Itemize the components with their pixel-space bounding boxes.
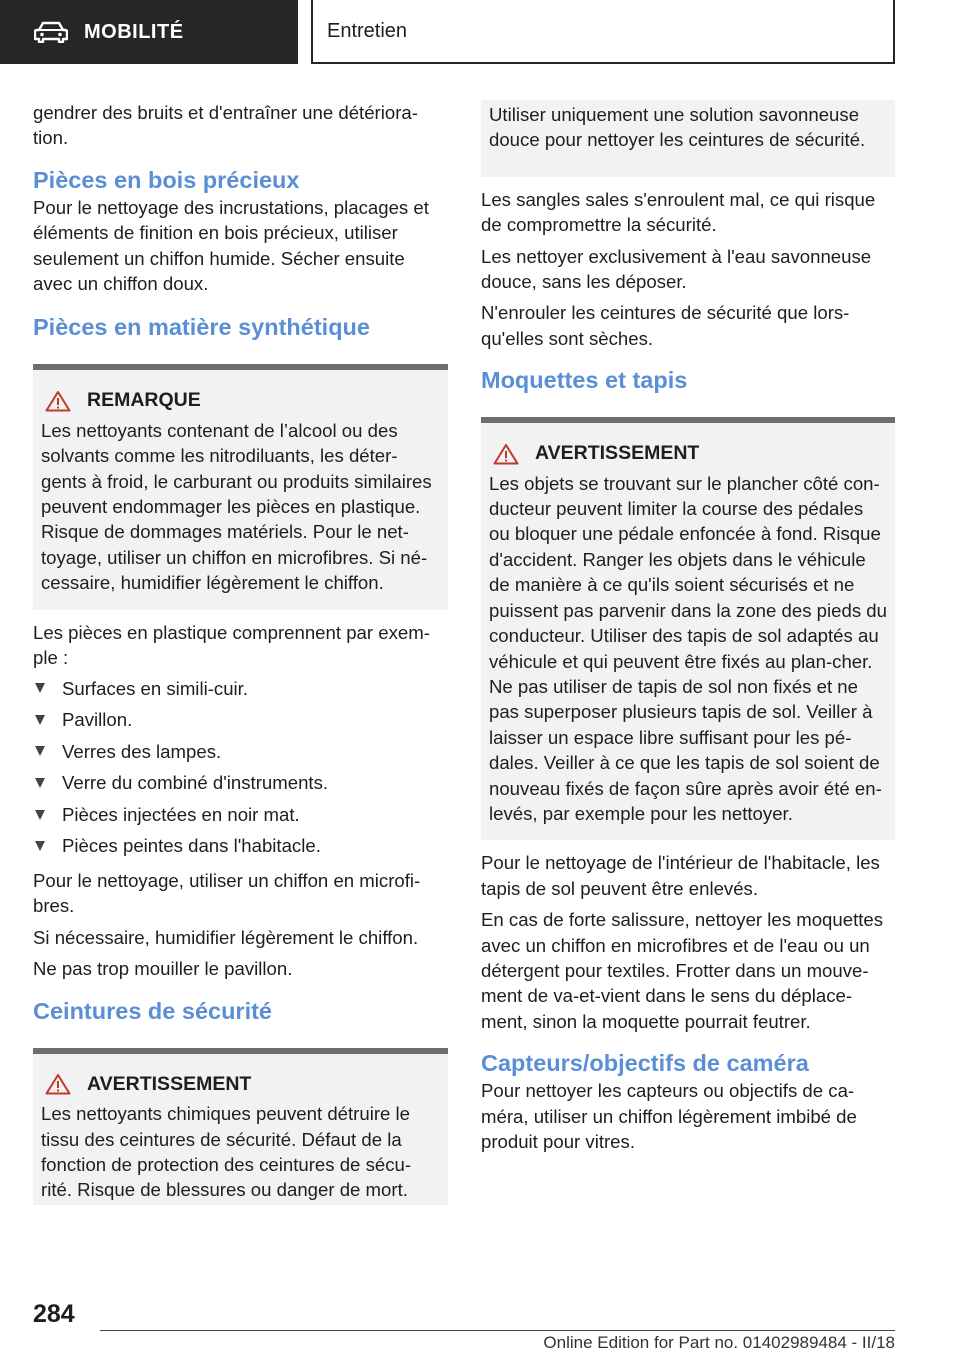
carpet-warning-box bbox=[481, 417, 895, 840]
notice-text: Les nettoyants contenant de l’alcool ou des solvants comme les nitrodiluants, les déter-gents à froid, le carburant ou produits similaires peuvent endommager les pièces en plastique. Risque de dommages matériels. Pour le net-toyage, utiliser un chiffon en microfibres. Si né-cessaire, humidifier légèrement le chiffon. bbox=[41, 419, 432, 594]
carpet-heading: Moquettes et tapis bbox=[481, 367, 688, 394]
bullet-triangle-icon bbox=[35, 778, 45, 788]
left-column bbox=[33, 100, 448, 1205]
warning-text: Les nettoyants chimiques peuvent détruire le tissu des ceintures de sécurité. Défaut de la fonction de protection des ceintures de sécu-rité. Risque de blessures ou danger de mort. bbox=[41, 1103, 412, 1201]
bullet-triangle-icon bbox=[35, 683, 45, 693]
list-item: Verre du combiné d'instruments. bbox=[33, 767, 448, 799]
belts-p3: N'enrouler les ceintures de sécurité que lors-qu'elles sont sèches. bbox=[481, 302, 850, 349]
edition-text: Online Edition for Part no. 01402989484 - II/18 bbox=[543, 1333, 895, 1352]
bullet-triangle-icon bbox=[35, 746, 45, 756]
belts-warning-box bbox=[33, 1048, 448, 1205]
cleaning-text: Pour le nettoyage, utiliser un chiffon en microfi-bres. bbox=[33, 870, 421, 917]
warning-icon bbox=[493, 443, 519, 465]
bullet-triangle-icon bbox=[35, 810, 45, 820]
list-item: Surfaces en simili-cuir. bbox=[33, 673, 448, 705]
warning-icon bbox=[45, 390, 71, 412]
section-label: MOBILITÉ bbox=[84, 20, 184, 43]
list-item: Pavillon. bbox=[33, 704, 448, 736]
synthetic-notice-box bbox=[33, 364, 448, 609]
belts-p2: Les nettoyer exclusivement à l'eau savonneuse douce, sans les déposer. bbox=[481, 245, 872, 293]
synthetic-heading: Pièces en matière synthétique bbox=[33, 314, 370, 341]
notice-title: REMARQUE bbox=[87, 389, 201, 412]
list-item: Pièces injectées en noir mat. bbox=[33, 799, 448, 831]
chapter-label: Entretien bbox=[327, 19, 408, 42]
carpet-p4: Pour le nettoyage de l'intérieur de l'habitacle, les tapis de sol peuvent être enlevés. bbox=[481, 852, 880, 899]
warning-icon bbox=[45, 1073, 71, 1095]
warning-title: AVERTISSEMENT bbox=[87, 1072, 252, 1095]
page-number: 284 bbox=[33, 1300, 75, 1328]
humid-text: Si nécessaire, humidifier légèrement le chiffon. bbox=[33, 926, 419, 948]
carpet-p5: En cas de forte salissure, nettoyer les moquettes avec un chiffon en microfibres et de l'eau ou un détergent pour textiles. Frotter dans un mouve-ment de va-et-vient dans le sens du déplace-ment, sinon la moquette pourrait feutrer. bbox=[481, 909, 884, 1032]
belts-heading: Ceintures de sécurité bbox=[33, 997, 273, 1024]
camera-heading: Capteurs/objectifs de caméra bbox=[481, 1050, 809, 1077]
list-item: Verres des lampes. bbox=[33, 736, 448, 768]
warning-title: AVERTISSEMENT bbox=[535, 442, 700, 465]
right-column bbox=[481, 100, 895, 1160]
intro-text: gendrer des bruits et d'entraîner une détériora-tion. bbox=[33, 102, 418, 149]
camera-text: Pour nettoyer les capteurs ou objectifs de ca-méra, utiliser un chiffon légèrement imbibé de produit pour vitres. bbox=[481, 1080, 857, 1152]
chapter-tab bbox=[311, 0, 895, 64]
list-item: Pièces peintes dans l'habitacle. bbox=[33, 830, 448, 862]
roof-text: Ne pas trop mouiller le pavillon. bbox=[33, 958, 293, 980]
plastic-intro: Les pièces en plastique comprennent par exem-ple : bbox=[33, 621, 430, 669]
car-icon bbox=[34, 21, 68, 43]
wood-text: Pour le nettoyage des incrustations, placages et éléments de finition en bois précieux, utiliser seulement un chiffon humide. Sécher ensuite avec un chiffon doux. bbox=[33, 196, 429, 295]
belts-p1: Les sangles sales s'enroulent mal, ce qui risque de compromettre la sécurité. bbox=[481, 188, 876, 236]
plastic-list bbox=[33, 673, 448, 863]
warning-text: Les objets se trouvant sur le plancher côté con-ducteur peuvent limiter la course des pédales ou bloquer une pédale enfoncée à fond. Risque d'accident. Ranger les objets dans le véhicule de manière à ce qu'ils soient sécurisés et ne puissent pas parvenir dans la zone des pieds du conducteur. Utiliser des tapis de sol adaptés au véhicule et qui peuvent être fixés au plan-cher. Ne pas utiliser de tapis de sol non fixés et ne pas superposer plusieurs tapis de sol. Veiller à laisser un espace libre suffisant pour les pé-dales. Veiller à ce que les tapis de sol soient de nouveau fixés de façon sûre après avoir été en-levés, par exemple pour les nettoyer. bbox=[489, 472, 887, 824]
section-tab bbox=[0, 0, 298, 64]
bullet-triangle-icon bbox=[35, 715, 45, 725]
belts-note-box bbox=[481, 100, 895, 177]
bullet-triangle-icon bbox=[35, 841, 45, 851]
belts-note-text: Utiliser uniquement une solution savonneuse douce pour nettoyer les ceintures de sécurité. bbox=[489, 104, 866, 151]
footer-divider bbox=[100, 1330, 895, 1331]
wood-heading: Pièces en bois précieux bbox=[33, 166, 300, 193]
